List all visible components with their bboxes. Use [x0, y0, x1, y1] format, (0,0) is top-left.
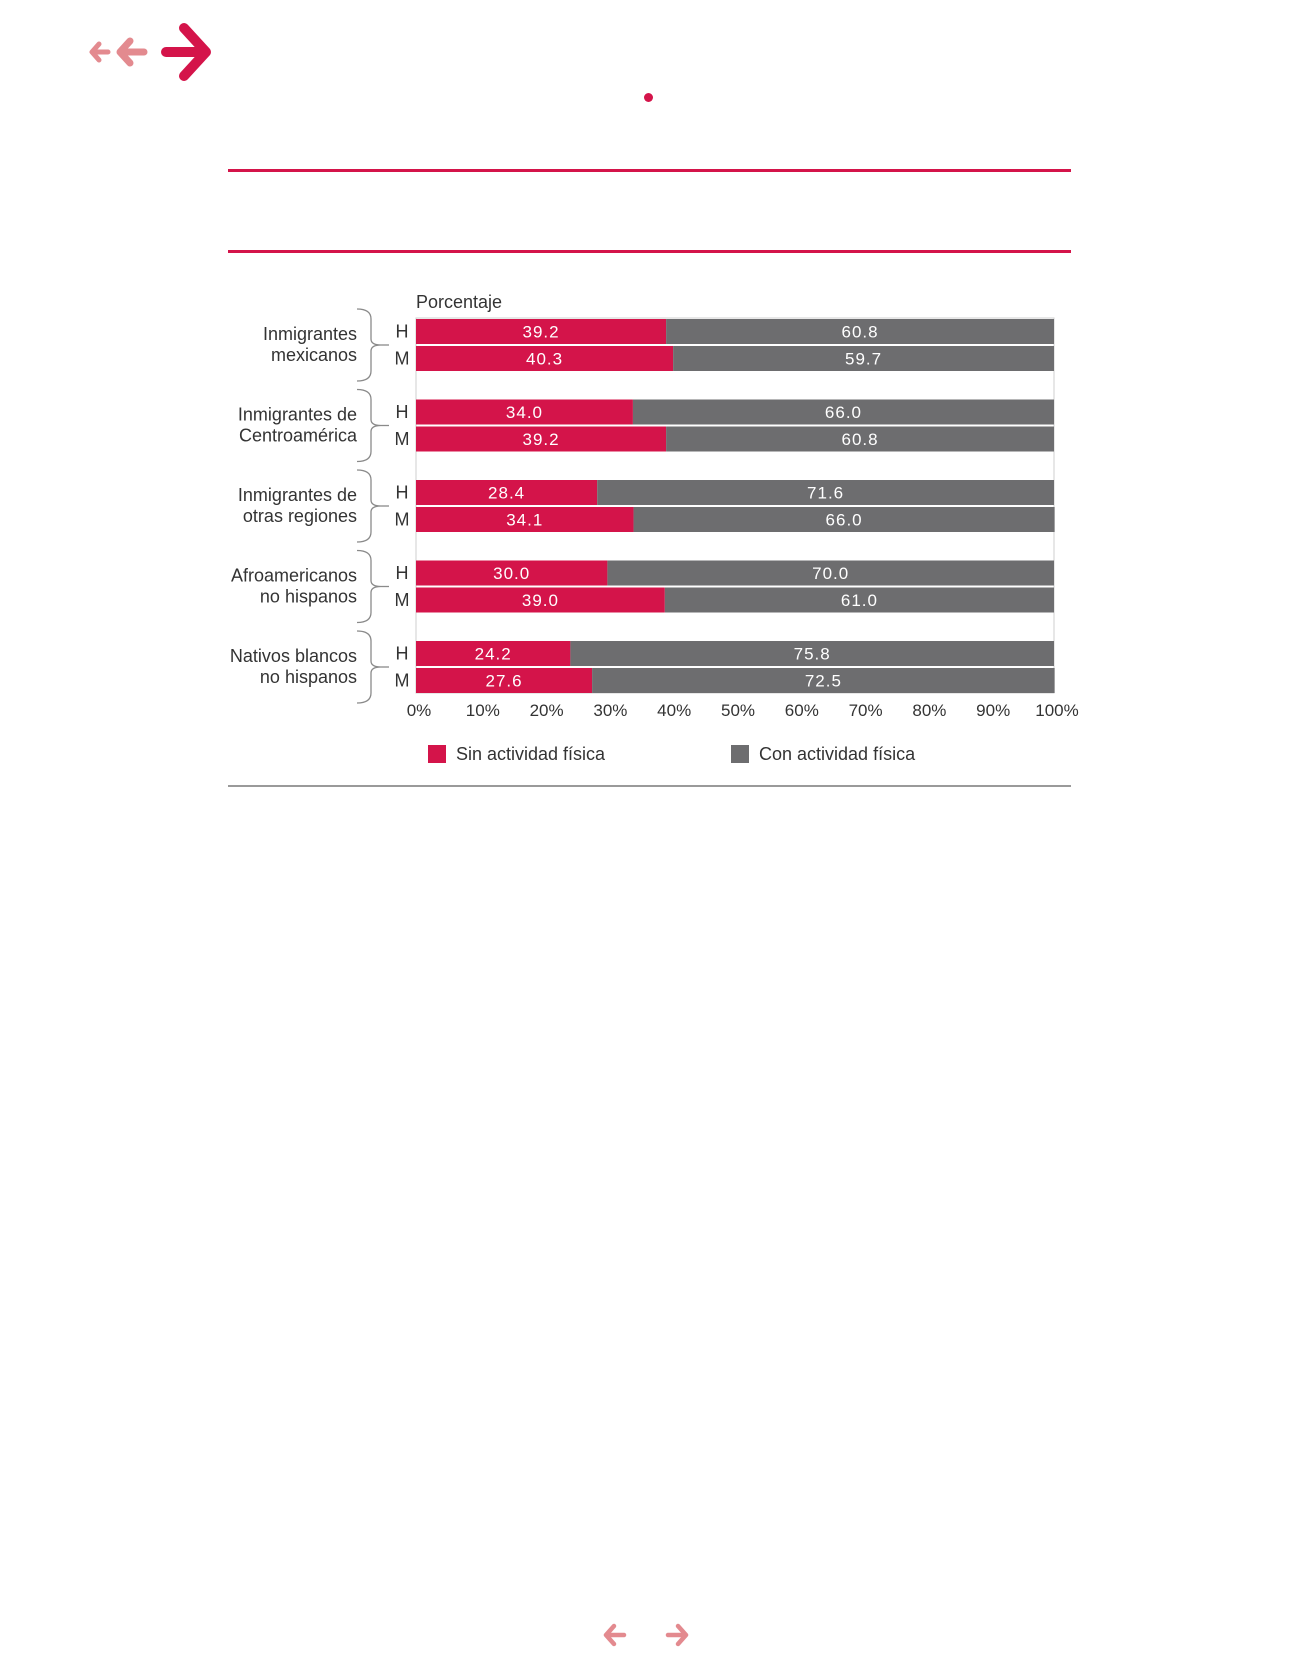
subcategory-label: H: [395, 321, 409, 342]
data-label: 75.8: [793, 644, 831, 664]
subcategory-label: H: [395, 402, 409, 422]
subcategory-label: H: [395, 563, 409, 583]
subcategory-label: M: [394, 429, 410, 449]
x-tick-label: 100%: [1035, 701, 1079, 720]
data-label: 60.8: [841, 430, 879, 449]
group-label: Nativos blancos: [229, 646, 357, 666]
group-label: otras regiones: [242, 506, 357, 526]
footer-rule: [228, 785, 1071, 787]
legend-swatch: [731, 745, 749, 763]
subcategory-label: H: [395, 643, 409, 664]
group-bracket: [357, 470, 381, 542]
data-label: 40.3: [526, 349, 564, 369]
subcategory-label: M: [394, 509, 410, 530]
x-tick-label: 40%: [657, 701, 692, 720]
group-label: no hispanos: [259, 667, 357, 687]
page-navigation: [600, 1620, 700, 1650]
data-label: 39.0: [521, 591, 559, 610]
data-label: 59.7: [845, 349, 883, 369]
y-axis-title: Porcentaje: [416, 292, 503, 312]
legend-label: Con actividad física: [759, 744, 916, 764]
data-label: 28.4: [488, 483, 526, 503]
x-tick-label: 80%: [912, 701, 947, 720]
x-tick-label: 10%: [465, 701, 500, 720]
group-bracket: [357, 551, 381, 623]
data-label: 60.8: [841, 322, 879, 342]
group-label: Afroamericanos: [230, 565, 357, 586]
data-label: 24.2: [474, 644, 512, 664]
group-label: Inmigrantes de: [237, 485, 357, 505]
x-tick-label: 90%: [976, 701, 1011, 720]
x-tick-label: 70%: [848, 701, 883, 720]
legend-label: Sin actividad física: [456, 744, 606, 764]
data-label: 66.0: [824, 403, 863, 422]
plot-frame: [416, 318, 1054, 693]
data-label: 39.2: [522, 322, 560, 342]
group-bracket: [357, 631, 381, 703]
data-label: 70.0: [812, 564, 850, 583]
x-tick-label: 0%: [406, 701, 432, 720]
data-label: 72.5: [804, 671, 842, 691]
data-label: 39.2: [522, 430, 560, 449]
group-label: no hispanos: [259, 586, 357, 607]
data-label: 71.6: [807, 483, 845, 503]
data-label: 27.6: [485, 671, 523, 691]
x-tick-label: 50%: [720, 701, 756, 720]
x-tick-label: 20%: [529, 701, 564, 720]
data-label: 34.1: [506, 510, 544, 530]
group-bracket: [357, 390, 381, 462]
subcategory-label: M: [394, 348, 410, 369]
group-label: Inmigrantes: [262, 324, 357, 344]
x-tick-label: 30%: [593, 701, 628, 720]
subcategory-label: M: [394, 670, 410, 691]
data-label: 34.0: [505, 403, 544, 422]
group-label: Centroamérica: [238, 425, 357, 446]
stacked-bar-chart: [0, 0, 1312, 790]
subcategory-label: M: [394, 590, 410, 610]
group-bracket: [357, 309, 381, 381]
data-label: 61.0: [840, 591, 878, 610]
previous-page-button[interactable]: [600, 1620, 630, 1650]
subcategory-label: H: [395, 482, 409, 503]
legend-swatch: [428, 745, 446, 763]
next-page-button[interactable]: [662, 1620, 692, 1650]
x-tick-label: 60%: [784, 701, 819, 720]
arrow-right-icon: [662, 1620, 692, 1650]
group-label: mexicanos: [270, 345, 357, 365]
arrow-left-icon: [600, 1620, 630, 1650]
data-label: 30.0: [493, 564, 531, 583]
group-label: Inmigrantes de: [237, 404, 357, 425]
data-label: 66.0: [825, 510, 863, 530]
